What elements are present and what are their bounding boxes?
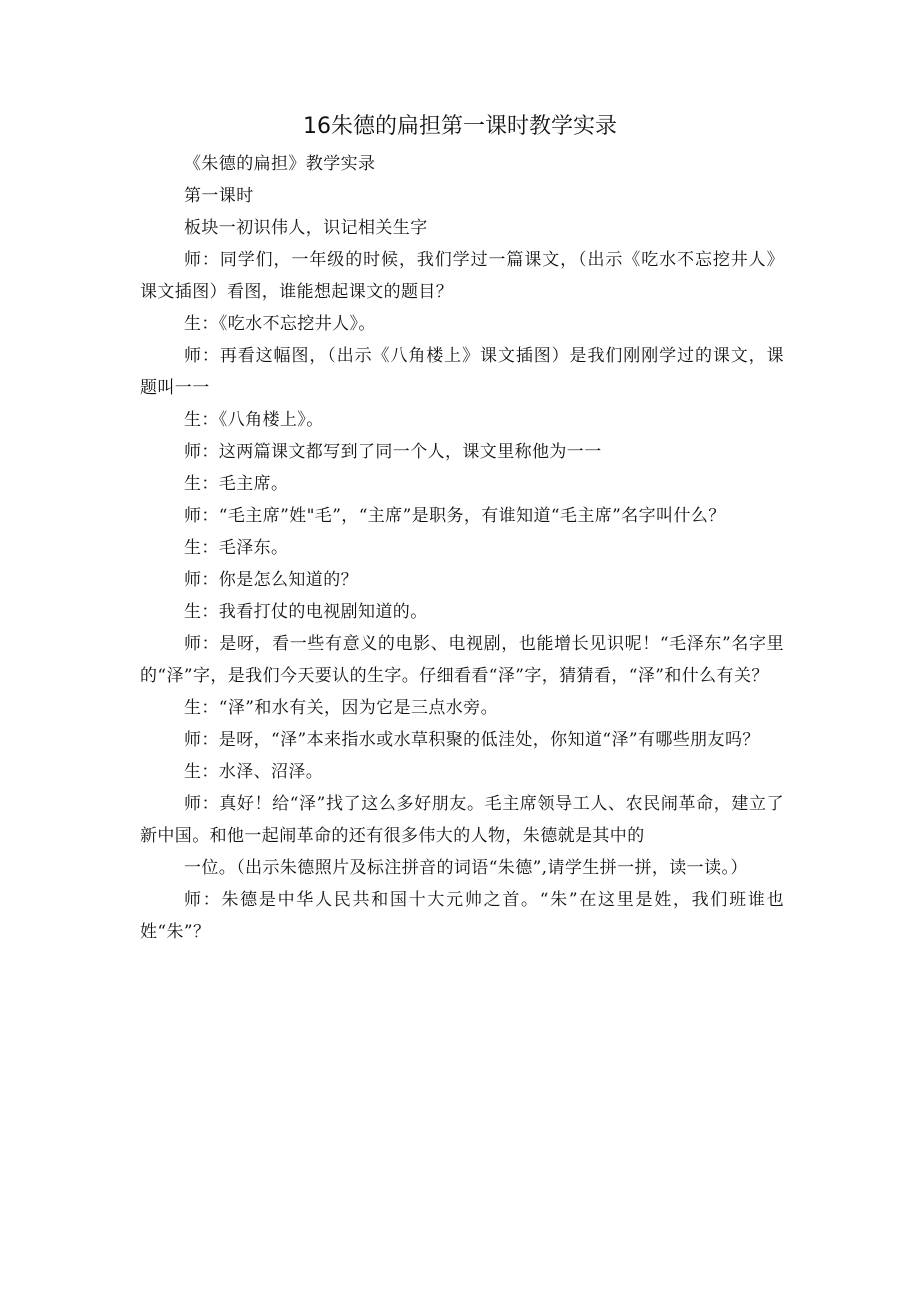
paragraph: 师：朱德是中华人民共和国十大元帅之首。“朱”在这里是姓，我们班谁也姓“朱”？ [140,890,784,942]
paragraph: 师：是呀，“泽”本来指水或水草积聚的低洼处，你知道“泽”有哪些朋友吗？ [184,730,760,750]
paragraph: 师：是呀，看一些有意义的电影、电视剧，也能增长见识呢！“毛泽东”名字里的“泽”字，是我们今天要认的生字。仔细看看“泽”字，猜猜看，“泽”和什么有关？ [140,634,784,686]
paragraph: 《朱德的扁担》教学实录 [184,154,376,174]
document-title: 16朱德的扁担第一课时教学实录 [303,114,617,139]
paragraph: 生：水泽、沼泽。 [184,762,324,782]
paragraph: 一位。（出示朱德照片及标注拼音的词语“朱德”,请学生拼一拼，读一读。） [184,858,748,878]
paragraph: 生：《八角楼上》。 [184,410,324,430]
paragraph: 生：《吃水不忘挖井人》。 [184,314,376,334]
paragraph: 板块一初识伟人，识记相关生字 [184,218,428,238]
paragraph: 生：毛主席。 [184,474,289,494]
paragraph: 师：同学们，一年级的时候，我们学过一篇课文，（出示《吃水不忘挖井人》课文插图）看图，谁能想起课文的题目？ [140,250,784,302]
paragraph: 师：这两篇课文都写到了同一个人，课文里称他为一一 [184,442,602,462]
paragraph: 师：你是怎么知道的？ [184,570,358,590]
document-body [140,148,784,948]
paragraph: 师：真好！给“泽”找了这么多好朋友。毛主席领导工人、农民闹革命，建立了新中国。和他一起闹革命的还有很多伟大的人物，朱德就是其中的 [140,794,784,846]
paragraph: 生：毛泽东。 [184,538,289,558]
paragraph: 第一课时 [184,186,254,206]
paragraph: 生：我看打仗的电视剧知道的。 [184,602,428,622]
paragraph: 师：“毛主席”姓"毛”，“主席”是职务，有谁知道“毛主席”名字叫什么？ [184,506,726,526]
paragraph: 师：再看这幅图，（出示《八角楼上》课文插图）是我们刚刚学过的课文，课题叫一一 [140,346,784,398]
paragraph: 生：“泽”和水有关，因为它是三点水旁。 [184,698,498,718]
